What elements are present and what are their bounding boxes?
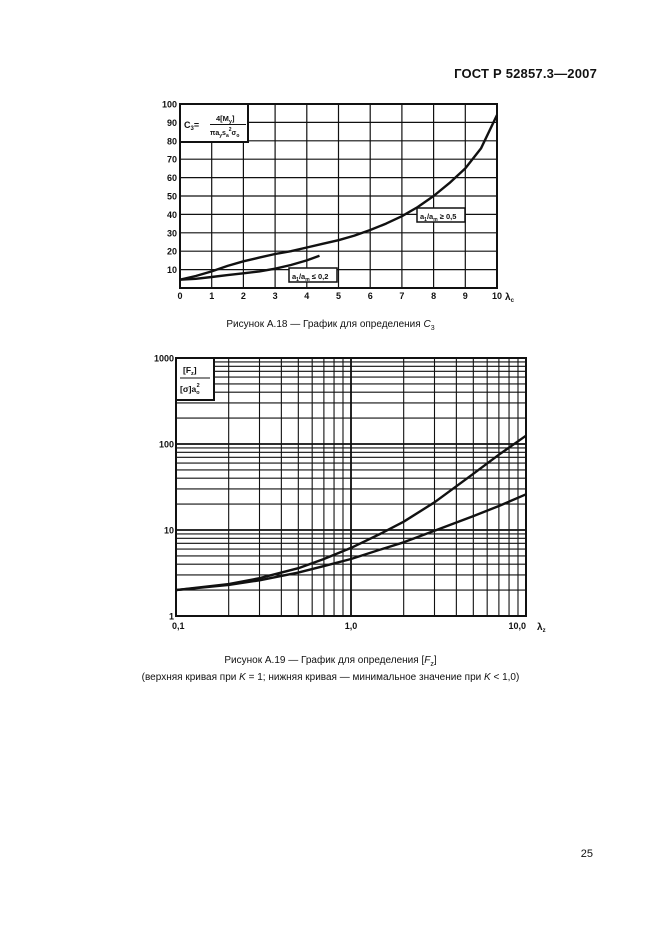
x-tick-label: 2 — [240, 291, 246, 301]
y-tick-label: 1000 — [153, 353, 174, 364]
svg-text:4[My]: $4[M_y]$ — [216, 114, 235, 125]
y-tick-label: 80 — [166, 136, 177, 147]
x-tick-label: 6 — [367, 291, 373, 301]
x-tick-label: 5 — [335, 291, 342, 301]
svg-text:a1/am ≥ 0,5: $a_1/a_m \ge 0,5$ — [420, 212, 457, 223]
x-tick-label: 9 — [462, 291, 468, 301]
x-tick-label: 0,1 — [172, 621, 185, 631]
x-tick-label: 8 — [431, 291, 437, 301]
x-tick-label: 1 — [209, 291, 215, 301]
y-tick-label: 1 — [168, 611, 174, 622]
figure-a19-caption-line2: (верхняя кривая при K = 1; нижняя кривая — минимальное значение при K < 1,0) — [141, 672, 520, 683]
figure-a18-caption: Рисунок А.18 — График для определения $C_3$ — [226, 319, 435, 332]
figure-a19-caption — [0, 654, 661, 684]
y-tick-label: 30 — [166, 228, 177, 239]
figure-a19-caption-line1: Рисунок А.19 — График для определения $[F_z]$ — [224, 655, 437, 668]
y-tick-label: 40 — [166, 209, 177, 220]
y-tick-label: 70 — [166, 154, 177, 165]
x-tick-label: 0 — [177, 291, 183, 301]
y-axis-label-box — [176, 358, 214, 400]
x-axis-label: $\lambda_c$ — [505, 292, 514, 304]
x-tick-label: 4 — [304, 291, 310, 301]
x-tick-label: 10,0 — [508, 621, 526, 631]
x-tick-label: 3 — [272, 291, 278, 301]
svg-text:a1/am ≤ 0,2: $a_1/a_m \le 0,2$ — [292, 272, 329, 283]
y-tick-label: 10 — [166, 265, 177, 276]
y-tick-label: 60 — [166, 173, 177, 184]
y-tick-label: 100 — [161, 99, 177, 110]
page-number: 25 — [580, 848, 593, 860]
y-tick-label: 20 — [166, 246, 177, 257]
y-tick-label: 100 — [158, 439, 174, 450]
x-axis-label: $\lambda_z$ — [537, 622, 546, 634]
x-tick-label: 10 — [491, 291, 503, 301]
svg-text:πaysa2σo: $\pi a_ys_a^2\sigma_o$ — [210, 127, 240, 139]
svg-text:[Fz]: $[F_z]$ — [183, 365, 197, 377]
y-tick-label: 90 — [166, 117, 177, 128]
svg-text:[σ]ao2: $[\sigma]a_o2$ — [180, 383, 200, 396]
svg-text:C3=: $C_3=$ — [184, 120, 200, 132]
y-tick-label: 10 — [163, 525, 174, 536]
document-code: ГОСТ Р 52857.3—2007 — [454, 66, 597, 81]
x-tick-label: 7 — [399, 291, 405, 301]
y-tick-label: 50 — [166, 191, 177, 202]
x-tick-label: 1,0 — [344, 621, 358, 631]
